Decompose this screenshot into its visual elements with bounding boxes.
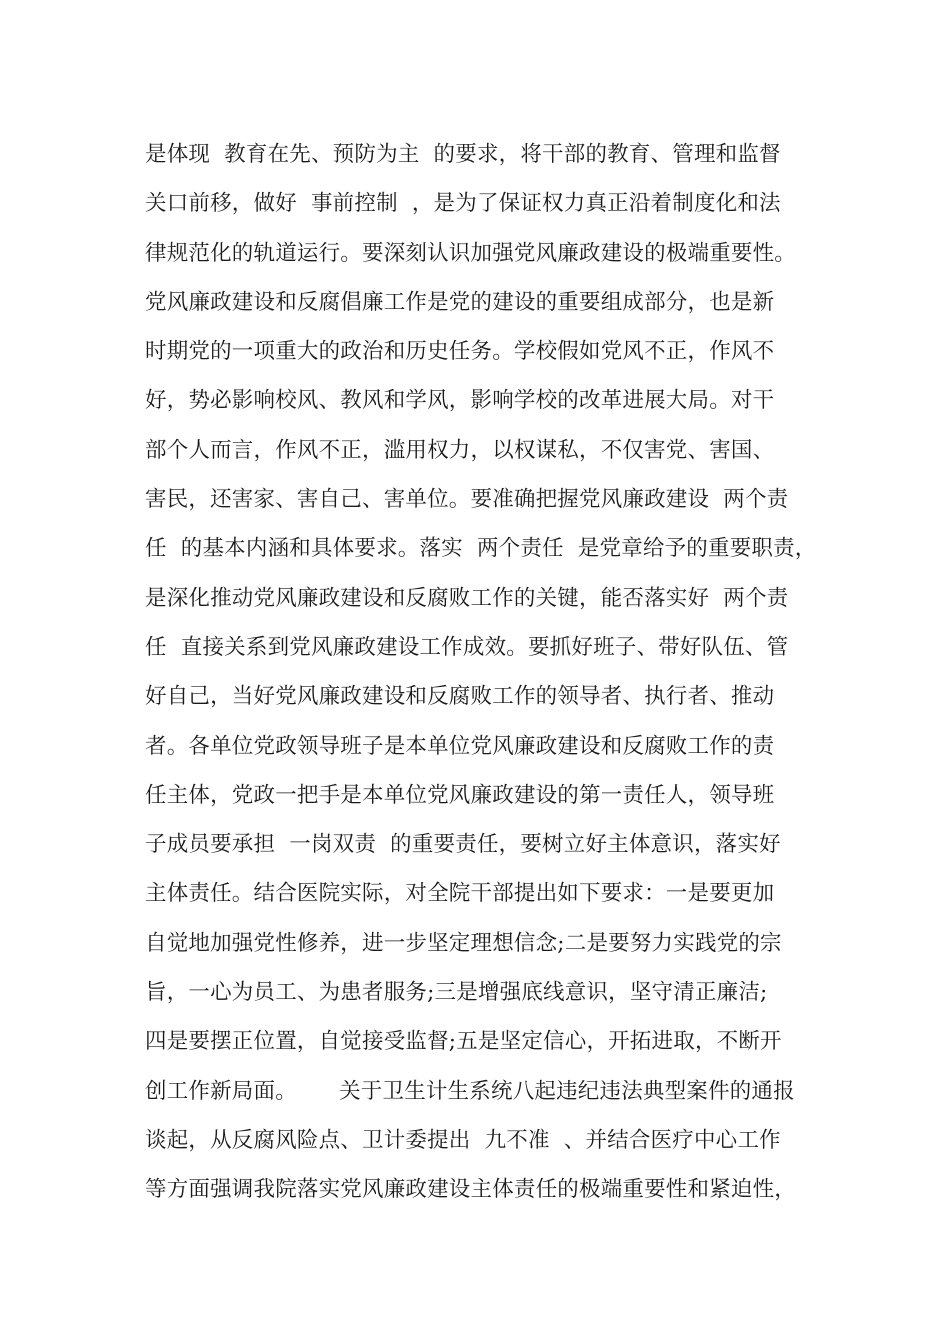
text-line: 旨，一心为员工、为患者服务;三是增强底线意识，坚守清正廉洁; xyxy=(145,980,768,1006)
text-line: 创工作新局面。 关于卫生计生系统八起违纪违法典型案件的通报 xyxy=(145,1078,795,1104)
text-line: 四是要摆正位置，自觉接受监督;五是坚定信心，开拓进取，不断开 xyxy=(145,1029,782,1055)
text-line: 时期党的一项重大的政治和历史任务。学校假如党风不正，作风不 xyxy=(145,339,775,365)
text-line: 任 的基本内涵和具体要求。落实 两个责任 是党章给予的重要职责， xyxy=(145,536,817,562)
text-line: 关口前移，做好 事前控制 ，是为了保证权力真正沿着制度化和法 xyxy=(145,191,781,217)
text-line: 害民，还害家、害自己、害单位。要准确把握党风廉政建设 两个责 xyxy=(145,487,789,513)
text-line: 者。各单位党政领导班子是本单位党风廉政建设和反腐败工作的责 xyxy=(145,733,775,759)
text-line: 律规范化的轨道运行。要深刻认识加强党风廉政建设的极端重要性。 xyxy=(145,240,797,266)
text-line: 谈起，从反腐风险点、卫计委提出 九不准 、并结合医疗中心工作 xyxy=(145,1127,781,1153)
body-text xyxy=(145,130,835,1215)
text-line: 部个人而言，作风不正，滥用权力，以权谋私，不仅害党、害国、 xyxy=(145,437,775,463)
text-line: 党风廉政建设和反腐倡廉工作是党的建设的重要组成部分，也是新 xyxy=(145,289,775,315)
text-line: 等方面强调我院落实党风廉政建设主体责任的极端重要性和紧迫性， xyxy=(145,1177,797,1203)
text-line: 是体现 教育在先、预防为主 的要求，将干部的教育、管理和监督 xyxy=(145,142,781,167)
text-line: 任 直接关系到党风廉政建设工作成效。要抓好班子、带好队伍、管 xyxy=(145,634,789,660)
text-line: 好自己，当好党风廉政建设和反腐败工作的领导者、执行者、推动 xyxy=(145,684,775,710)
text-line: 任主体，党政一把手是本单位党风廉政建设的第一责任人，领导班 xyxy=(145,782,775,808)
text-line: 是深化推动党风廉政建设和反腐败工作的关键，能否落实好 两个责 xyxy=(145,585,789,611)
text-line: 子成员要承担 一岗双责 的重要责任，要树立好主体意识，落实好 xyxy=(145,832,781,858)
text-line: 自觉地加强党性修养，进一步坚定理想信念;二是要努力实践党的宗 xyxy=(145,930,782,956)
text-line: 好，势必影响校风、教风和学风，影响学校的改革进展大局。对干 xyxy=(145,388,775,414)
text-line: 主体责任。结合医院实际，对全院干部提出如下要求：一是要更加 xyxy=(145,881,775,907)
